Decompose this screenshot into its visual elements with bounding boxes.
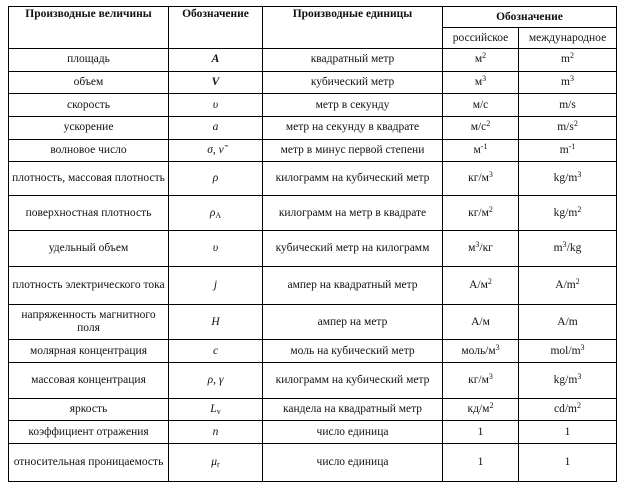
table-row [9, 162, 617, 195]
symbol-cell [169, 162, 263, 195]
intl-exponent: 3 [580, 342, 585, 352]
quantity-cell: плотность, массовая плотность [9, 162, 169, 195]
symbol-subscript: A [215, 210, 222, 220]
quantity-cell: скорость [9, 94, 169, 117]
ru-exponent: 3 [495, 342, 500, 352]
ru-cell [443, 71, 519, 94]
intl-cell [519, 421, 617, 444]
ru-cell [443, 304, 519, 340]
ru-text: м [474, 76, 483, 88]
ru-cell [443, 94, 519, 117]
intl-text: m/s [559, 98, 576, 111]
ru-text: кд/м [467, 403, 490, 416]
ru-text: А/м [471, 315, 490, 328]
ru-tail: /кг [479, 242, 493, 255]
symbol-cell [169, 139, 263, 162]
ru-text: моль/м [461, 344, 496, 357]
header-quantity: Производные величины [9, 7, 169, 49]
symbol-cell [169, 71, 263, 94]
intl-cell [519, 231, 617, 267]
intl-exponent: 2 [573, 119, 578, 129]
unit-cell: моль на кубический метр [263, 340, 443, 363]
ru-exponent: 2 [488, 204, 493, 214]
intl-text: m [553, 242, 563, 255]
ru-text: м [473, 144, 481, 157]
ru-text: 1 [477, 456, 484, 469]
quantity-cell: удельный объем [9, 231, 169, 267]
ru-cell [443, 444, 519, 482]
ru-exponent: 3 [488, 170, 493, 180]
intl-text: m [561, 53, 570, 66]
ru-cell [443, 195, 519, 231]
ru-exponent: 3 [482, 74, 487, 83]
symbol-cell [169, 94, 263, 117]
unit-cell: метр на секунду в квадрате [263, 117, 443, 140]
symbol-cell [169, 49, 263, 72]
intl-cell [519, 363, 617, 399]
symbol-text: μ [211, 456, 218, 469]
intl-cell [519, 267, 617, 305]
intl-exponent: 3 [562, 240, 567, 250]
symbol-text: ρ [212, 172, 219, 185]
header-designation: Обозначение [443, 7, 617, 28]
symbol-text: υ [212, 98, 219, 111]
ru-exponent: 2 [486, 119, 491, 129]
unit-cell: кубический метр [263, 71, 443, 94]
quantity-cell: массовая концентрация [9, 363, 169, 399]
ru-cell [443, 117, 519, 140]
ru-exponent: 3 [475, 240, 480, 250]
unit-cell: ампер на метр [263, 304, 443, 340]
intl-exponent: 2 [575, 276, 580, 286]
symbol-subscript: r [217, 460, 220, 470]
symbol-text: V [211, 76, 220, 88]
ru-cell [443, 267, 519, 305]
symbol-cell [169, 444, 263, 482]
unit-cell: число единица [263, 421, 443, 444]
intl-cell [519, 71, 617, 94]
quantity-cell: площадь [9, 49, 169, 72]
symbol-cell [169, 304, 263, 340]
quantity-cell: молярная концентрация [9, 340, 169, 363]
table-row [9, 94, 617, 117]
intl-exponent: 3 [569, 74, 574, 83]
intl-cell [519, 117, 617, 140]
symbol-text: H [211, 315, 220, 328]
intl-text: m [559, 144, 569, 157]
ru-text: м/с [472, 98, 489, 111]
intl-cell [519, 340, 617, 363]
unit-cell: число единица [263, 444, 443, 482]
unit-cell: метр в минус первой степени [263, 139, 443, 162]
intl-tail: /kg [566, 242, 582, 255]
symbol-cell [169, 398, 263, 421]
intl-cell [519, 49, 617, 72]
table-row [9, 231, 617, 267]
symbol-subscript: v [216, 407, 221, 417]
ru-text: м/с [470, 121, 487, 134]
table-row [9, 340, 617, 363]
header-symbol: Обозначение [169, 7, 263, 49]
intl-cell [519, 444, 617, 482]
table-row [9, 195, 617, 231]
header-units: Производные единицы [263, 7, 443, 49]
intl-exponent: 3 [577, 170, 582, 180]
ru-text: кг/м [468, 206, 489, 219]
table-row [9, 363, 617, 399]
intl-cell [519, 195, 617, 231]
quantity-cell: волновое число [9, 139, 169, 162]
intl-text: m [561, 76, 570, 88]
ru-cell [443, 340, 519, 363]
symbol-cell [169, 231, 263, 267]
table-row [9, 117, 617, 140]
intl-exponent: 3 [577, 371, 582, 381]
ru-cell [443, 139, 519, 162]
quantity-cell: поверхностная плотность [9, 195, 169, 231]
unit-cell: квадратный метр [263, 49, 443, 72]
intl-exponent: 2 [569, 51, 574, 61]
ru-cell [443, 363, 519, 399]
ru-cell [443, 398, 519, 421]
unit-cell: метр в секунду [263, 94, 443, 117]
symbol-cell [169, 421, 263, 444]
ru-text: кг/м [468, 172, 489, 185]
table-row [9, 49, 617, 72]
ru-text: м [474, 53, 483, 66]
ru-text: м [468, 242, 476, 255]
intl-cell [519, 139, 617, 162]
derived-units-table [8, 6, 617, 482]
unit-cell: кандела на квадратный метр [263, 398, 443, 421]
intl-text: cd/m [554, 403, 577, 416]
symbol-text: a [212, 121, 219, 134]
table-row [9, 139, 617, 162]
intl-cell [519, 94, 617, 117]
symbol-cell [169, 267, 263, 305]
intl-cell [519, 304, 617, 340]
symbol-text: L [210, 403, 217, 416]
intl-text: mol/m [550, 344, 581, 357]
intl-cell [519, 398, 617, 421]
table-row [9, 398, 617, 421]
intl-text: A/m [557, 315, 578, 328]
header-russian: российское [443, 28, 519, 49]
symbol-text: ρ [209, 206, 216, 219]
quantity-cell: ускорение [9, 117, 169, 140]
unit-cell: килограмм на метр в квадрате [263, 195, 443, 231]
quantity-cell: относительная проницаемость [9, 444, 169, 482]
quantity-cell: плотность электрического тока [9, 267, 169, 305]
intl-text: kg/m [553, 373, 578, 386]
intl-exponent: 2 [577, 401, 581, 411]
intl-cell [519, 162, 617, 195]
unit-cell: ампер на квадратный метр [263, 267, 443, 305]
ru-exponent: 3 [488, 371, 493, 381]
table-row [9, 421, 617, 444]
symbol-text: j [213, 278, 218, 291]
ru-cell [443, 421, 519, 444]
table-row [9, 304, 617, 340]
unit-cell: кубический метр на килограмм [263, 231, 443, 267]
symbol-cell [169, 195, 263, 231]
ru-exponent: 2 [482, 51, 487, 61]
symbol-cell [169, 340, 263, 363]
intl-text: A/m [555, 278, 576, 291]
intl-text: m/s [557, 121, 574, 134]
symbol-text: σ, ν̃ [207, 144, 224, 157]
quantity-cell: яркость [9, 398, 169, 421]
symbol-text: c [212, 344, 219, 357]
intl-exponent: 2 [577, 204, 582, 214]
symbol-text: ρ, γ [207, 373, 224, 386]
unit-cell: килограмм на кубический метр [263, 162, 443, 195]
symbol-text: A [211, 53, 220, 66]
quantity-cell: коэффициент отражения [9, 421, 169, 444]
intl-text: kg/m [553, 172, 578, 185]
ru-exponent: 2 [487, 276, 492, 286]
table-row [9, 71, 617, 94]
symbol-cell [169, 363, 263, 399]
ru-text: А/м [469, 278, 488, 291]
header-international: международное [519, 28, 617, 49]
ru-cell [443, 49, 519, 72]
symbol-text: n [212, 425, 219, 438]
ru-cell [443, 231, 519, 267]
ru-text: кг/м [468, 373, 489, 386]
intl-text: 1 [564, 456, 571, 469]
quantity-cell: напряженность магнитного поля [9, 304, 169, 340]
unit-cell: килограмм на кубический метр [263, 363, 443, 399]
quantity-cell: объем [9, 71, 169, 94]
ru-text: 1 [477, 425, 484, 438]
intl-text: kg/m [553, 206, 578, 219]
table-row [9, 267, 617, 305]
symbol-text: υ [212, 242, 219, 255]
ru-cell [443, 162, 519, 195]
intl-exponent: -1 [568, 142, 576, 152]
table-row [9, 444, 617, 482]
ru-exponent: -1 [480, 142, 488, 152]
ru-exponent: 2 [489, 401, 494, 411]
symbol-cell [169, 117, 263, 140]
intl-text: 1 [564, 425, 571, 438]
